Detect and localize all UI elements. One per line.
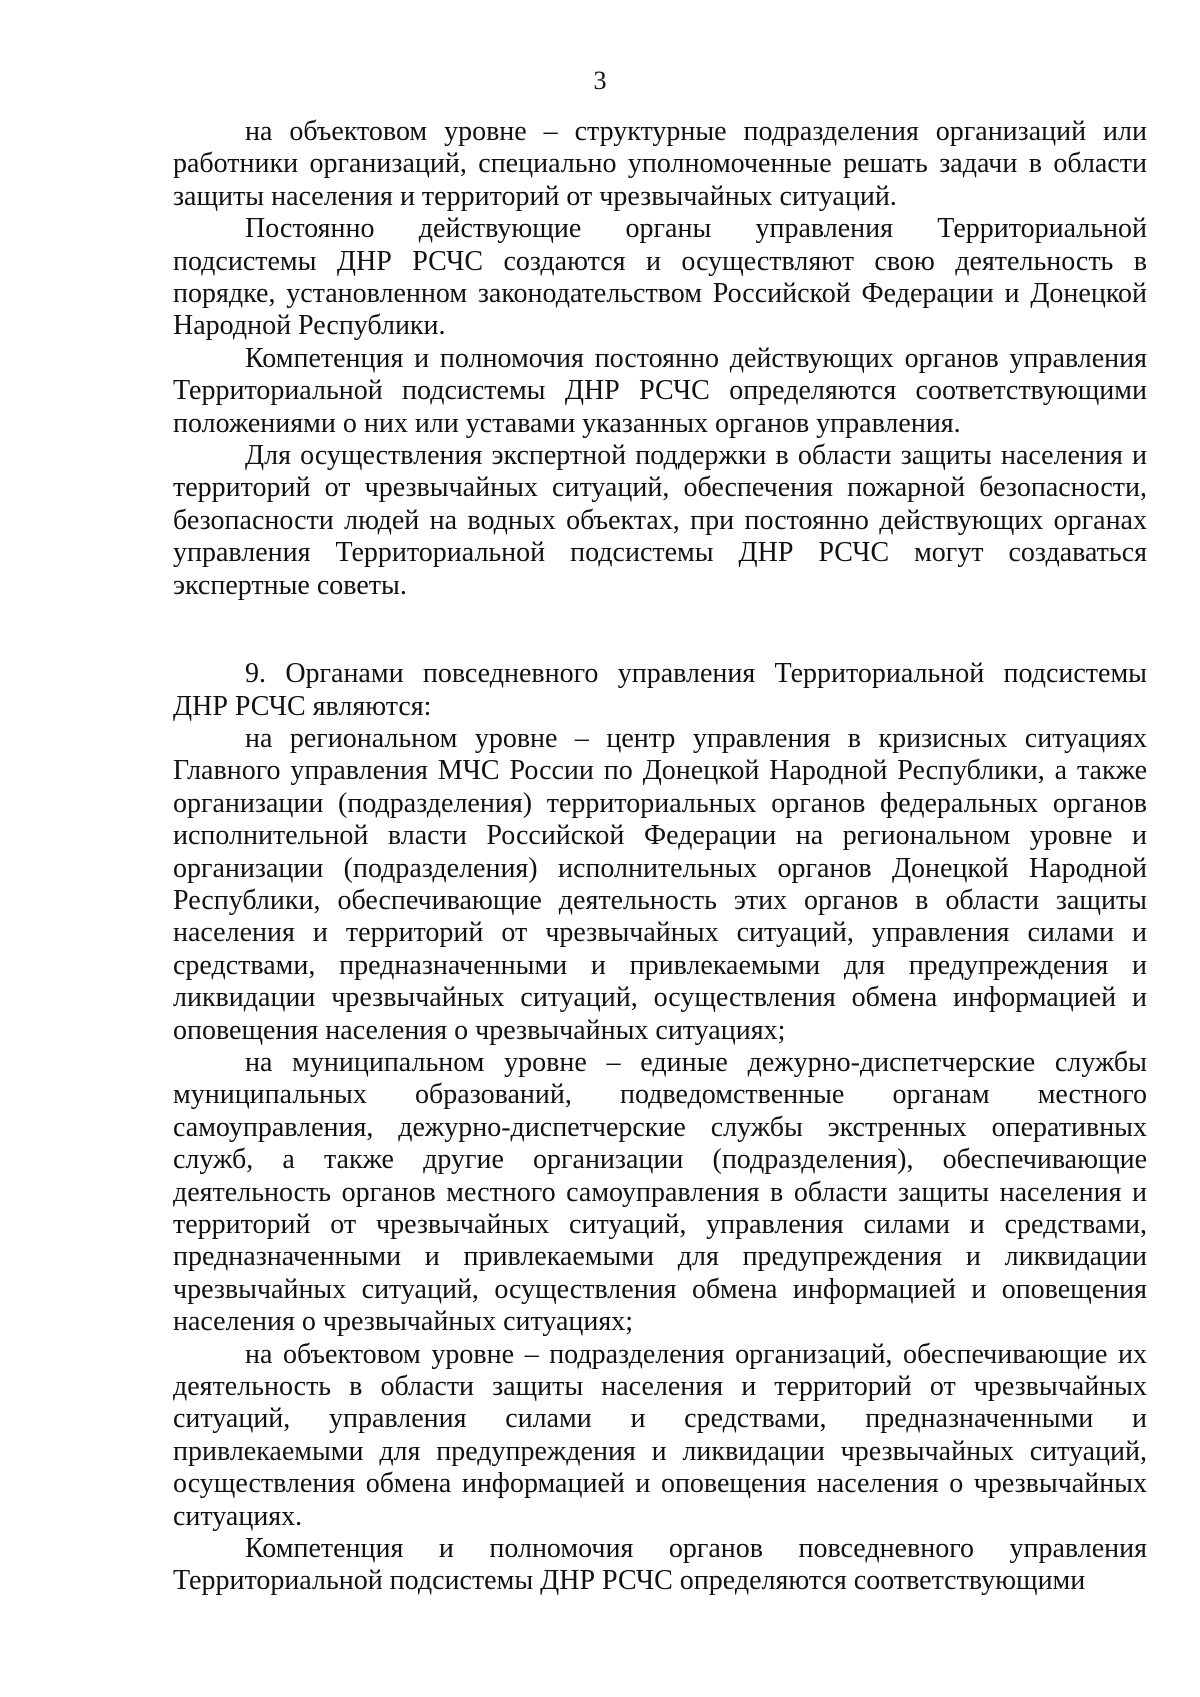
paragraph-regional-level: на региональном уровне – центр управления в кризисных ситуациях Главного управления МЧС России по Донецкой Народной Республики, а также организации (подразделения) территориальных органов федеральных органов исполнительной власти Российской Федерации на региональном уровне и организации (подразделения) исполнительных органов Донецкой Народной Республики, обеспечивающие деятельность этих органов в области защиты населения и территорий от чрезвычайных ситуаций, управления силами и средствами, предназначенными и привлекаемыми для предупреждения и ликвидации чрезвычайных ситуаций, осуществления обмена информацией и оповещения населения о чрезвычайных ситуациях; [173, 722, 1147, 1046]
document-body [173, 116, 1147, 1598]
paragraph-object-level-daily: на объектовом уровне – подразделения организаций, обеспечивающие их деятельность в области защиты населения и территорий от чрезвычайных ситуаций, управления силами и средствами, предназначенными и привлекаемыми для предупреждения и ликвидации чрезвычайных ситуаций, осуществления обмена информацией и оповещения населения о чрезвычайных ситуациях. [173, 1338, 1147, 1532]
paragraph-section-9-heading: 9. Органами повседневного управления Территориальной подсистемы ДНР РСЧС являются: [173, 658, 1147, 722]
page-number: 3 [593, 66, 607, 95]
paragraph-daily-bodies-competence: Компетенция и полномочия органов повседневного управления Территориальной подсистемы ДНР РСЧС определяются соответствующими [173, 1533, 1147, 1597]
paragraph-expert-councils: Для осуществления экспертной поддержки в области защиты населения и территорий от чрезвычайных ситуаций, обеспечения пожарной безопасности, безопасности людей на водных объектах, при постоянно действующих органах управления Территориальной подсистемы ДНР РСЧС могут создаваться экспертные советы. [173, 440, 1147, 601]
paragraph-object-level-units: на объектовом уровне – структурные подразделения организаций или работники организаций, специально уполномоченные решать задачи в области защиты населения и территорий от чрезвычайных ситуаций. [173, 116, 1147, 212]
paragraph-permanent-bodies-competence: Компетенция и полномочия постоянно действующих органов управления Территориальной подсистемы ДНР РСЧС определяются соответствующими положениями о них или уставами указанных органов управления. [173, 342, 1147, 439]
paragraph-permanent-bodies: Постоянно действующие органы управления Территориальной подсистемы ДНР РСЧС создаются и осуществляют свою деятельность в порядке, установленном законодательством Российской Федерации и Донецкой Народной Республики. [173, 213, 1147, 342]
paragraph-municipal-level: на муниципальном уровне – единые дежурно-диспетчерские службы муниципальных образований, подведомственные органам местного самоуправления, дежурно-диспетчерские службы экстренных оперативных служб, а также другие организации (подразделения), обеспечивающие деятельность органов местного самоуправления в области защиты населения и территорий от чрезвычайных ситуаций, управления силами и средствами, предназначенными и привлекаемыми для предупреждения и ликвидации чрезвычайных ситуаций, осуществления обмена информацией и оповещения населения о чрезвычайных ситуациях; [173, 1046, 1147, 1338]
